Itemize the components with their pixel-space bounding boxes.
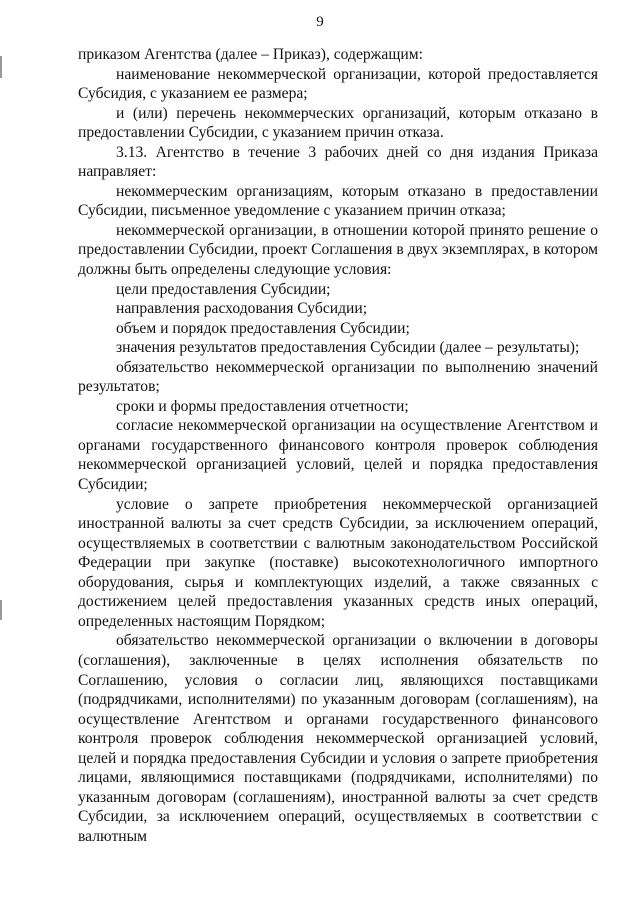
scan-edge-mark <box>0 56 2 78</box>
paragraph: сроки и формы предоставления отчетности; <box>116 397 409 415</box>
paragraph: объем и порядок предоставления Субсидии; <box>116 319 410 337</box>
paragraph: 3.13. Агентство в течение 3 рабочих дней со дня издания Приказа направляет: <box>78 143 598 181</box>
paragraph: и (или) перечень некоммерческих организаций, которым отказано в предоставлении Субсидии, с указанием причин отказа. <box>78 104 598 142</box>
paragraph: цели предоставления Субсидии; <box>116 280 331 298</box>
paragraph: приказом Агентства (далее – Приказ), содержащим: <box>78 46 423 63</box>
paragraph: обязательство некоммерческой организации по выполнению значений результатов; <box>78 358 598 396</box>
document-body <box>78 45 598 846</box>
paragraph: значения результатов предоставления Субсидии (далее – результаты); <box>116 339 580 357</box>
paragraph: некоммерческим организациям, которым отказано в предоставлении Субсидии, письменное уведомление с указанием причин отказа; <box>78 182 598 220</box>
paragraph: некоммерческой организации, в отношении которой принято решение о предоставлении Субсидии, проект Соглашения в двух экземплярах, в котором должны быть определены следующие условия: <box>78 221 598 279</box>
paragraph: согласие некоммерческой организации на осуществление Агентством и органами государственного финансового контроля проверок соблюдения некоммерческой организацией условий, целей и порядка предоставления Субсидии; <box>78 417 598 494</box>
paragraph: условие о запрете приобретения некоммерческой организацией иностранной валюты за счет средств Субсидии, за исключением операций, осуществляемых в соответствии с валютным законодательством Российской Федерации при закупке (поставке) высокотехнологичного импортного оборудования, сырья и комплектующих изделий, а также связанных с достижением целей предоставления указанных средств иных операций, определенных настоящим Порядком; <box>78 495 598 630</box>
paragraph: направления расходования Субсидии; <box>116 300 368 318</box>
paragraph: обязательство некоммерческой организации о включении в договоры (соглашения), заключенные в целях исполнения обязательств по Соглашению, условия о согласии лиц, являющихся поставщиками (подрядчиками, исполнителями) по указанным договорам (соглашениям), на осуществление Агентством и органами государственного финансового контроля проверок соблюдения некоммерческой организацией условий, целей и порядка предоставления Субсидии и условия о запрете приобретения лицами, являющимися поставщиками (подрядчиками, исполнителями) по указанным договорам (соглашениям), иностранной валюты за счет средств Субсидии, за исключением операций, осуществляемых в соответствии с валютным <box>78 632 598 845</box>
page-number: 9 <box>316 14 324 30</box>
paragraph: наименование некоммерческой организации, которой предоставляется Субсидия, с указанием ее размера; <box>78 65 598 103</box>
scan-edge-mark <box>0 600 2 620</box>
